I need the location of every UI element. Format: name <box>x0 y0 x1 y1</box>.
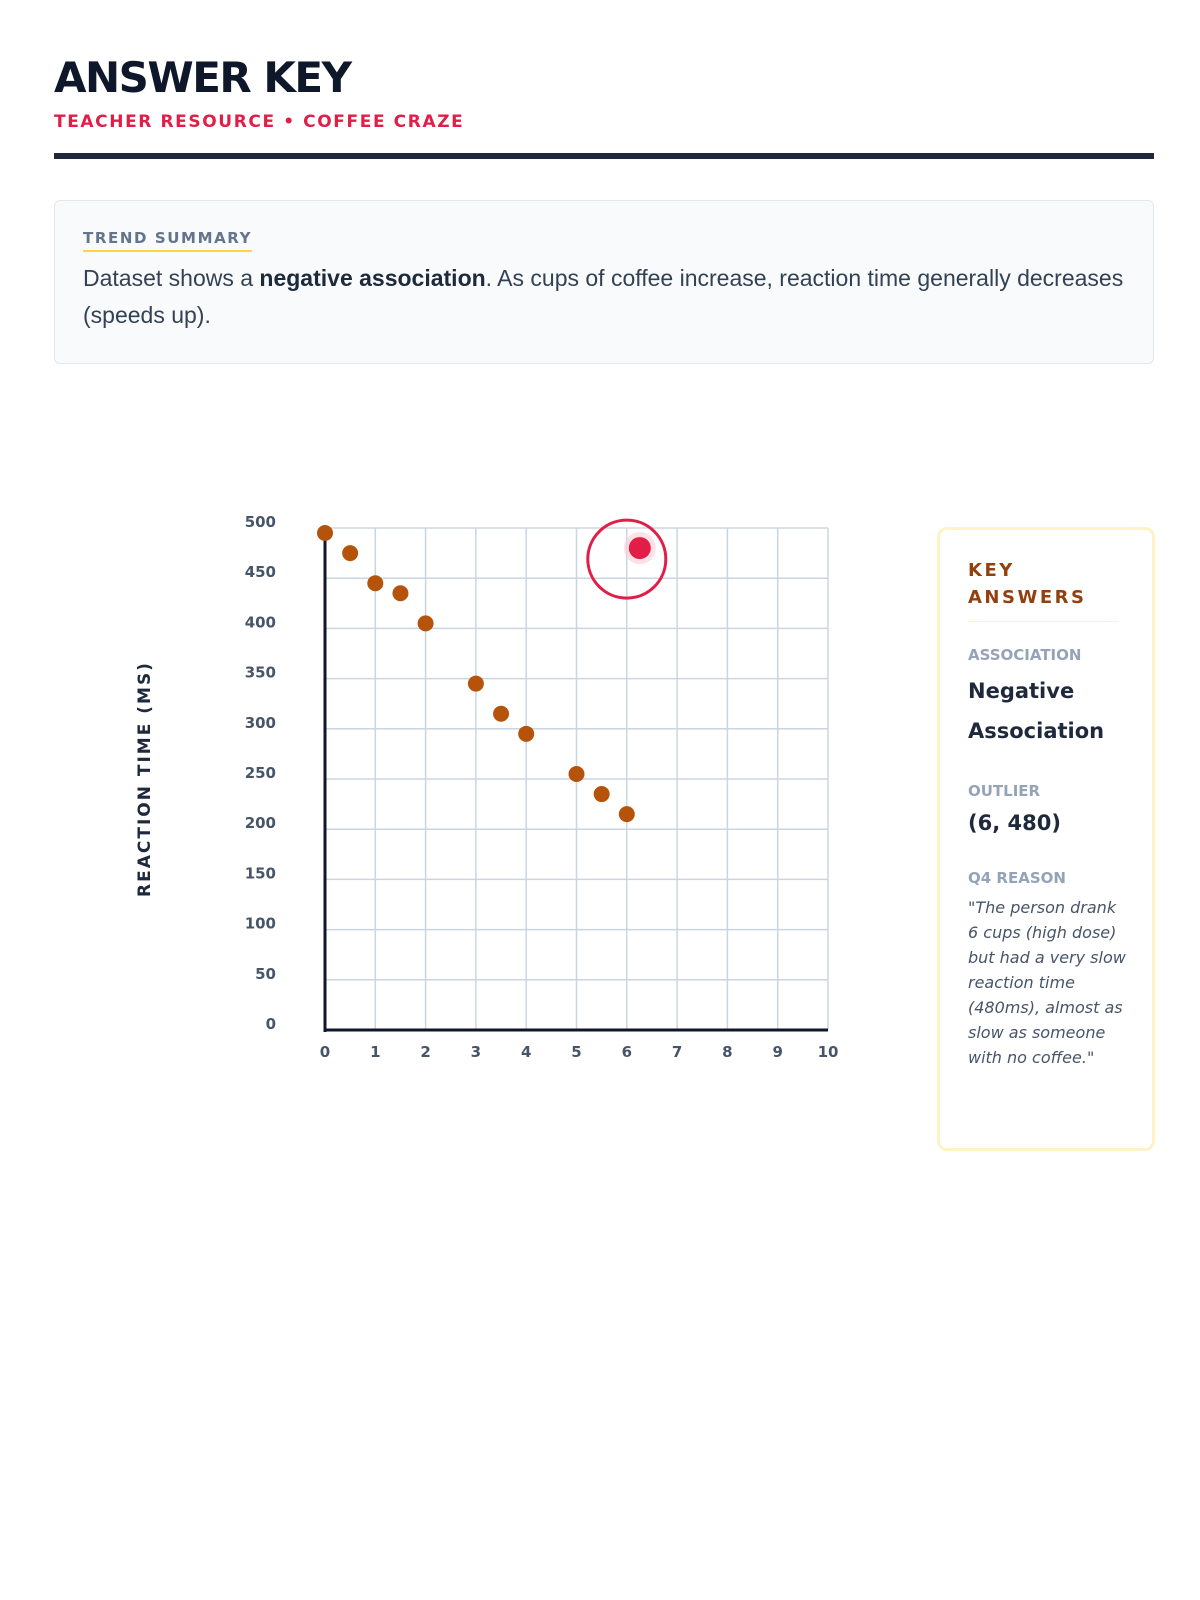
y-tick-label-0: 0 <box>265 1015 276 1033</box>
data-point-0 <box>317 525 333 541</box>
summary-text-start: Dataset shows a <box>83 265 260 291</box>
outlier-value: (6, 480) <box>968 811 1061 835</box>
data-point-8 <box>569 766 585 782</box>
x-tick-label-3: 3 <box>470 1043 482 1061</box>
data-point-6 <box>493 706 509 722</box>
x-tick-label-4: 4 <box>520 1043 532 1061</box>
data-point-5 <box>468 676 484 692</box>
data-point-10 <box>619 806 635 822</box>
scatter-chart <box>0 420 900 1120</box>
data-point-3 <box>392 585 408 601</box>
trend-summary-box <box>54 200 1154 364</box>
x-tick-label-6: 6 <box>621 1043 633 1061</box>
x-tick-label-1: 1 <box>370 1043 381 1061</box>
data-point-1 <box>342 545 358 561</box>
reason-text: "The person drank 6 cups (high dose) but had a very slow reaction time (480ms), almost as slow as someone with no coffee." <box>968 898 1126 1067</box>
data-point-2 <box>367 575 383 591</box>
outlier-point <box>629 537 651 559</box>
data-point-7 <box>518 726 534 742</box>
page-header <box>54 52 1154 132</box>
page-title: ANSWER KEY <box>54 53 351 102</box>
summary-text-end: . As cups of coffee increase, reaction time generally decreases (speeds up). <box>83 265 1124 328</box>
trend-summary-label: TREND SUMMARY <box>83 229 252 252</box>
y-tick-label-2: 100 <box>244 914 276 933</box>
association-label: ASSOCIATION <box>968 646 1082 664</box>
x-tick-label-8: 8 <box>722 1043 733 1061</box>
summary-text-emphasis: negative association <box>259 265 486 291</box>
x-tick-label-10: 10 <box>817 1043 839 1061</box>
y-tick-label-3: 150 <box>244 864 276 883</box>
y-tick-label-5: 250 <box>244 764 276 782</box>
data-point-9 <box>594 786 610 802</box>
x-tick-label-5: 5 <box>571 1043 582 1061</box>
header-divider <box>54 153 1154 159</box>
outlier-label: OUTLIER <box>968 782 1041 800</box>
data-point-4 <box>418 615 434 631</box>
x-tick-label-0: 0 <box>319 1043 331 1061</box>
y-tick-label-6: 300 <box>244 713 276 732</box>
y-axis-label: REACTION TIME (MS) <box>135 661 155 897</box>
key-answers-card <box>937 527 1155 1151</box>
reason-label: Q4 REASON <box>968 869 1066 887</box>
y-tick-label-9: 450 <box>244 563 276 582</box>
y-tick-label-8: 400 <box>244 613 276 632</box>
y-tick-label-7: 350 <box>244 663 276 682</box>
x-tick-label-2: 2 <box>420 1043 431 1061</box>
y-tick-label-1: 50 <box>255 964 276 983</box>
key-answers-title: KEY ANSWERS <box>968 557 1118 622</box>
y-tick-label-4: 200 <box>244 814 276 833</box>
association-value: Negative Association <box>968 679 1105 743</box>
trend-summary-text <box>83 260 1125 334</box>
x-tick-label-9: 9 <box>772 1043 783 1061</box>
x-tick-label-7: 7 <box>671 1043 683 1061</box>
y-tick-label-10: 500 <box>244 513 276 531</box>
page-subtitle: TEACHER RESOURCE • COFFEE CRAZE <box>54 112 465 132</box>
